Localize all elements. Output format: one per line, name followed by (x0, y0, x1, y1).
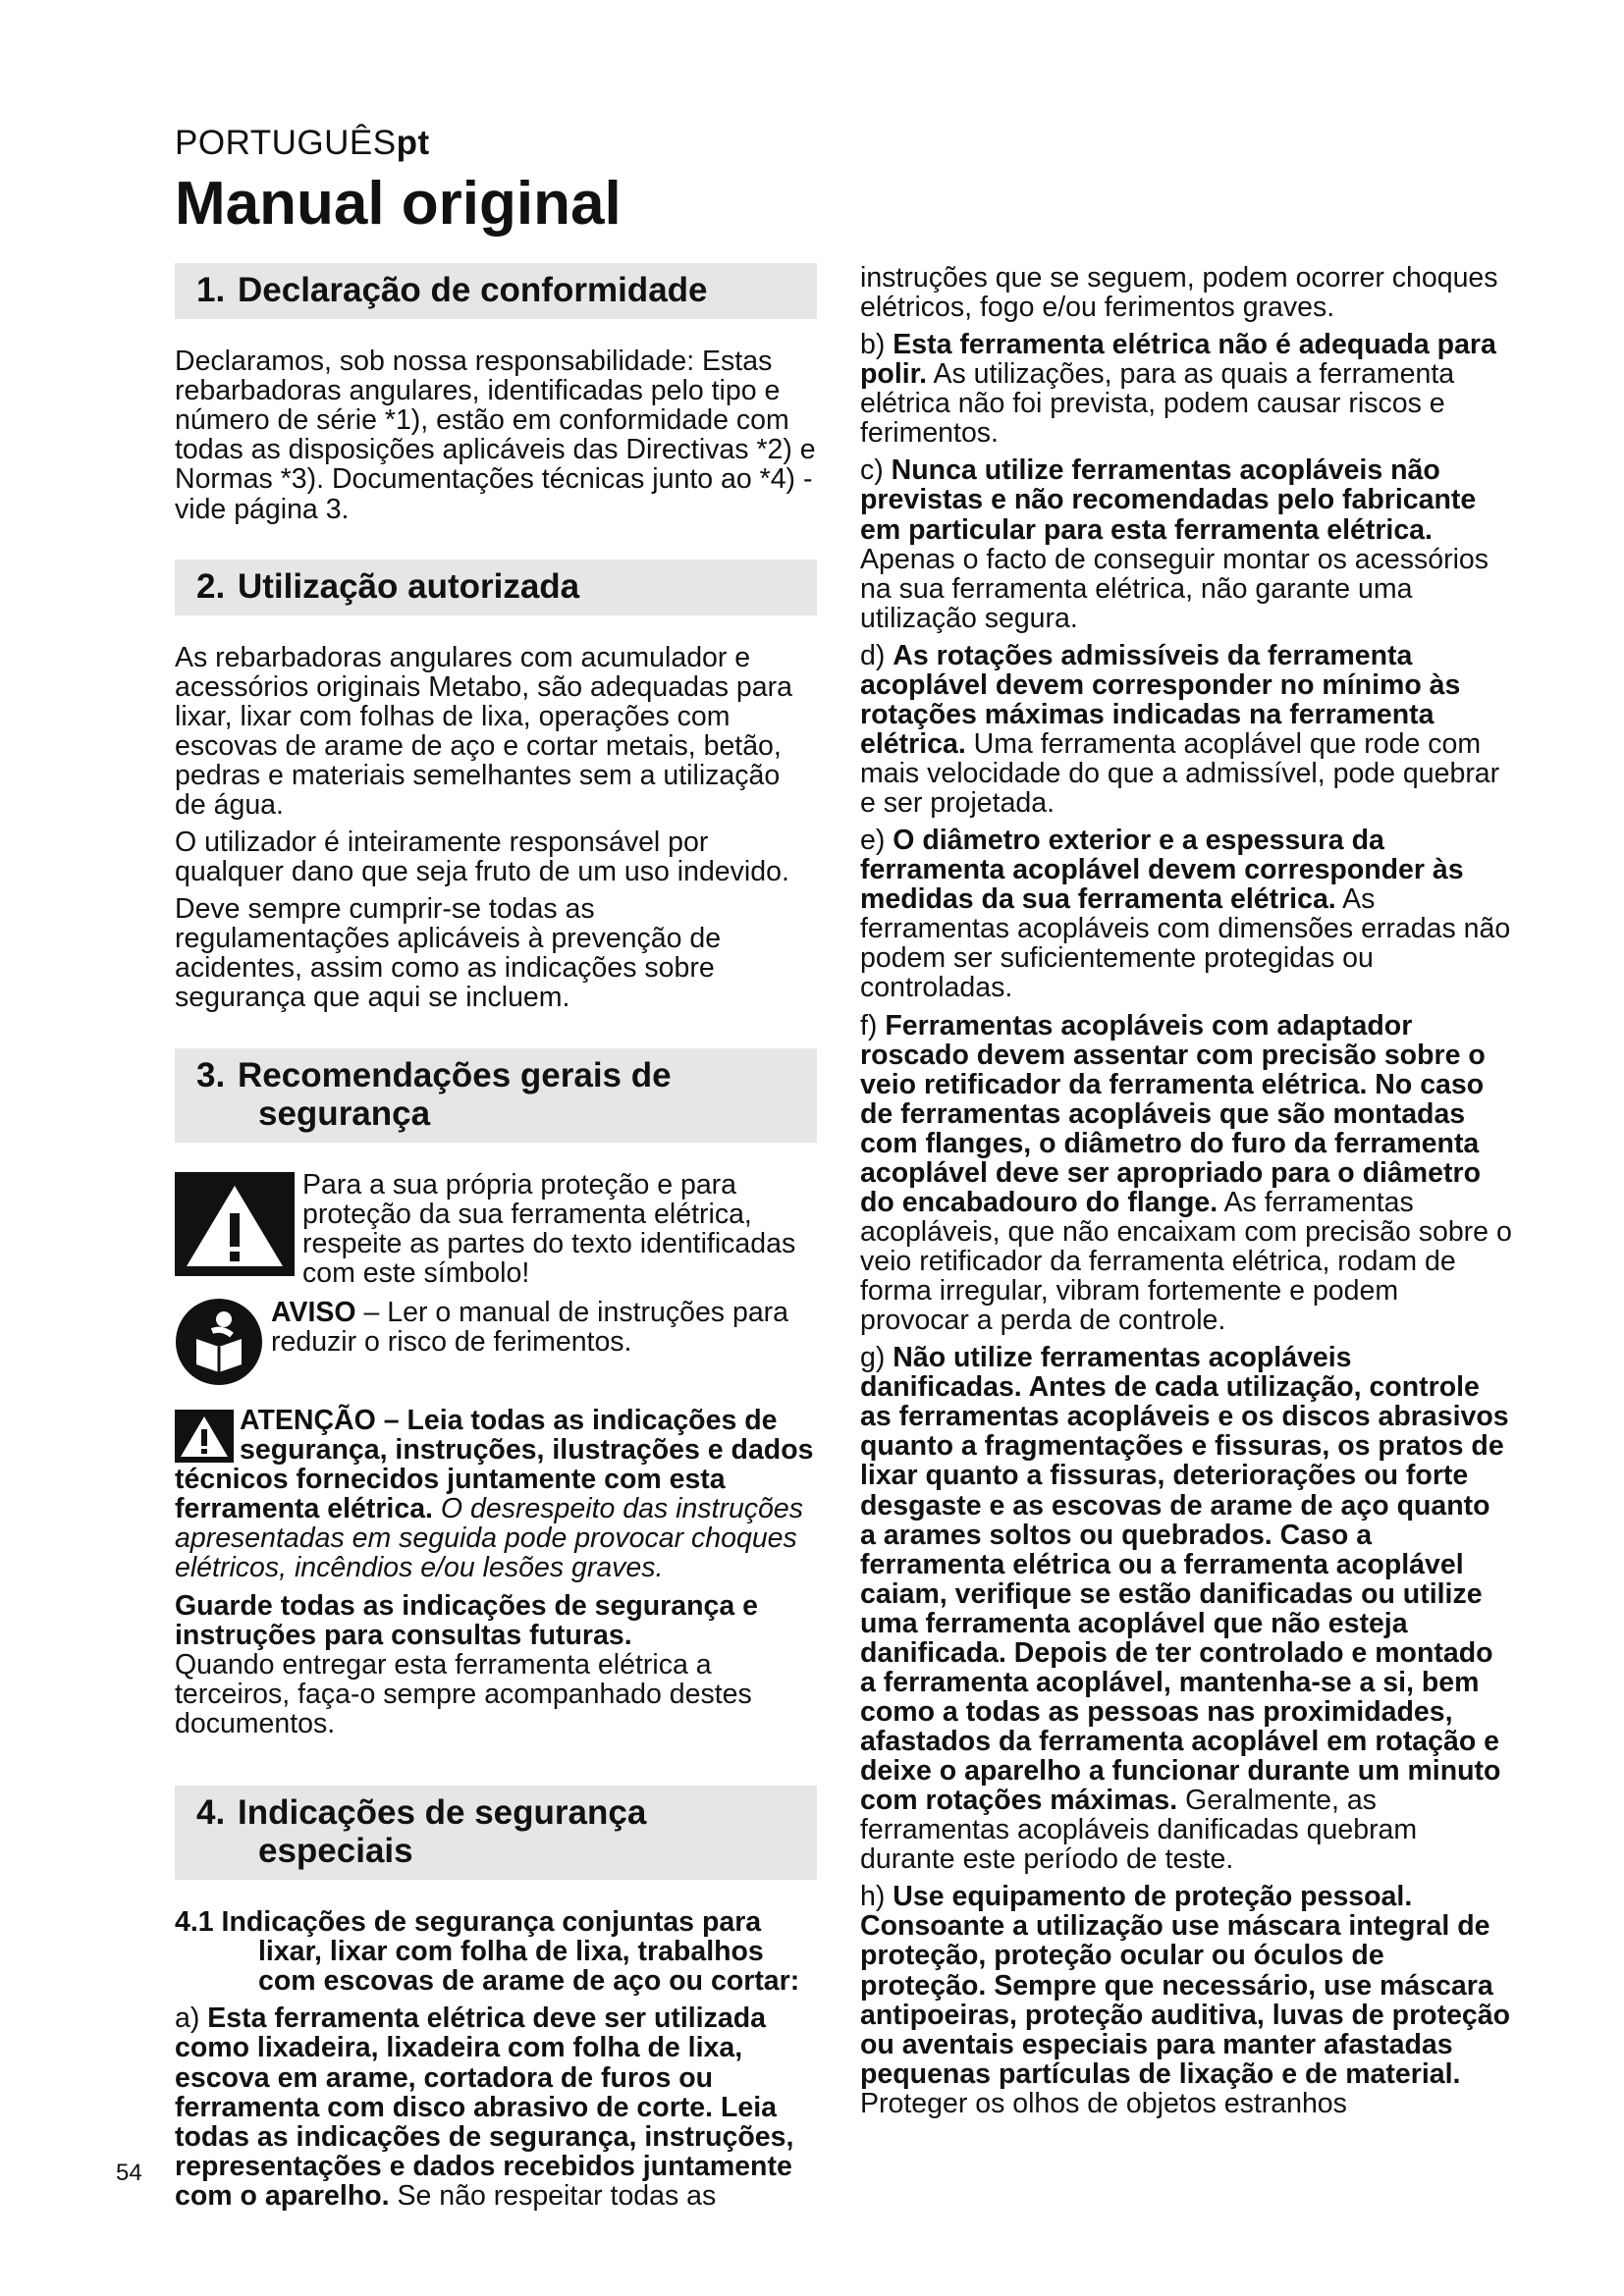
section-3-heading (175, 1048, 817, 1143)
section-1-heading (175, 263, 817, 319)
section-number: 3. (196, 1055, 226, 1095)
continued-text: instruções que se seguem, podem ocorrer choques elétricos, fogo e/ou ferimentos graves. (860, 262, 1498, 324)
item-label: g) (860, 1342, 893, 1374)
left-column (175, 263, 817, 2218)
item-bold: Nunca utilize ferramentas acopláveis não previstas e não recomendadas pelo fabricante em particular para esta ferramenta elétrica. (860, 454, 1477, 546)
item-f (860, 1011, 1512, 1336)
item-h (860, 1882, 1512, 2118)
item-bold: Esta ferramenta elétrica não é adequada para polir. (860, 329, 1496, 391)
item-text: Se não respeitar todas as (389, 2179, 717, 2212)
language-label (175, 124, 430, 163)
item-bold: Ferramentas acopláveis com adaptador roscado devem assentar com precisão sobre o veio retificador da ferramenta elétrica. No caso de ferramentas acopláveis que são montadas com flanges, o diâmetro do furo da ferramenta acoplável deve ser apropriado para o diâmetro do encabadouro do flange. (860, 1009, 1486, 1218)
declaration-paragraph: Declaramos, sob nossa responsabilidade: Estas rebarbadoras angulares, identificadas pelo tipo e número de série *1), estão em conformidade com todas as disposições aplicáveis das Directivas *2) e Normas *3). Documentações técnicas junto ao *4) - vide página 3. (175, 346, 816, 525)
item-bold: Não utilize ferramentas acopláveis danificadas. Antes de cada utilização, controle as ferramentas acopláveis e os discos abrasivos quanto a fragmentações e fissuras, os pratos de lixar quanto a fissuras, deteriorações ou forte desgaste e as escovas de arame de aço quanto a arames soltos ou quebrados. Caso a ferramenta elétrica ou a ferramenta acoplável caiam, verifique se estão danificadas ou utilize uma ferramenta acoplável que não esteja danificada. Depois de ter controlado e montado a ferramenta acoplável, mantenha-se a si, bem como a todas as pessoas nas proximidades, afastados da ferramenta acoplável em rotação e deixe o aparelho a funcionar durante um minuto com rotações máximas. (860, 1342, 1509, 1817)
item-c (860, 455, 1512, 632)
section-title: Declaração de conformidade (238, 271, 708, 309)
item-text: Uma ferramenta acoplável que rode com mais velocidade do que a admissível, pode quebrar e ser projetada. (860, 727, 1500, 820)
item-label: a) (175, 2002, 208, 2035)
item-text: As utilizações, para as quais a ferramenta elétrica não foi prevista, podem causar riscos e ferimentos. (860, 358, 1455, 450)
item-label: e) (860, 825, 893, 857)
read-manual-icon (175, 1298, 263, 1386)
symbol-explanation: Para a sua própria proteção e para proteção da sua ferramenta elétrica, respeite as partes do texto identificadas com este símbolo! (302, 1168, 796, 1290)
atencao-bold: ATENÇÃO – Leia todas as indicações de segurança, instruções, ilustrações e dados técnicos fornecidos juntamente com esta ferramenta elétrica. (175, 1405, 814, 1525)
item-bold: Esta ferramenta elétrica deve ser utilizada como lixadeira, lixadeira com folha de lixa, escova em arame, cortadora de furos ou ferramenta com disco abrasivo de corte. Leia todas as indicações de segurança, instruções, representações e dados recebidos juntamente com o aparelho. (175, 2002, 794, 2212)
section-number: 4. (196, 1792, 226, 1832)
language-code: pt (396, 124, 430, 162)
section-4-heading (175, 1786, 817, 1880)
read-manual-note (175, 1298, 817, 1388)
section-title-line-2: segurança (258, 1094, 431, 1133)
warning-triangle-icon (175, 1172, 295, 1276)
item-b (860, 330, 1512, 448)
warning-symbol-note (175, 1170, 817, 1288)
right-column (860, 263, 1512, 2126)
page-number: 54 (116, 2160, 142, 2186)
item-text: As ferramentas acopláveis com dimensões erradas não podem ser suficientemente protegidas ou controladas. (860, 883, 1511, 1004)
item-text: Proteger os olhos de objetos estranhos (860, 2087, 1347, 2119)
item-label: b) (860, 329, 893, 361)
section-title: Utilização autorizada (238, 566, 580, 606)
page-title: Manual original (175, 170, 622, 238)
atencao-paragraph (175, 1406, 817, 1582)
aviso-text: – Ler o manual de instruções para reduzir o risco de ferimentos. (271, 1297, 789, 1359)
item-bold: Use equipamento de proteção pessoal. Consoante a utilização use máscara integral de proteção, proteção ocular ou óculos de proteção. Sempre que necessário, use máscara antipoeiras, proteção auditiva, luvas de proteção ou aventais especiais para manter afastadas pequenas partículas de lixação e de material. (860, 1881, 1511, 2090)
usage-paragraph-3: Deve sempre cumprir-se todas as regulamentações aplicáveis à prevenção de acidentes, assim como as indicações sobre segurança que aqui se incluem. (175, 893, 722, 1014)
item-text: Apenas o facto de conseguir montar os acessórios na sua ferramenta elétrica, não garante uma utilização segura. (860, 543, 1489, 634)
language-name: PORTUGUÊS (175, 124, 397, 162)
section-number: 2. (196, 566, 226, 606)
item-g (860, 1343, 1512, 1874)
item-label: f) (860, 1009, 886, 1041)
section-number: 1. (196, 271, 226, 309)
aviso-label: AVISO (271, 1297, 356, 1329)
usage-paragraph-2: O utilizador é inteiramente responsável por qualquer dano que seja fruto de um uso indevido. (175, 827, 789, 888)
section-title-line-1: Recomendações gerais de (238, 1055, 672, 1095)
item-label: c) (860, 454, 892, 487)
item-bold: O diâmetro exterior e a espessura da ferramenta acoplável devem corresponder às medidas da sua ferramenta elétrica. (860, 825, 1464, 916)
warning-triangle-small-icon (175, 1410, 234, 1463)
item-text: As ferramentas acopláveis, que não encaixam com precisão sobre o veio retificador da ferramenta elétrica, rodam de forma irregular, vibram fortemente e podem provocar a perda de controle. (860, 1186, 1512, 1337)
item-label: d) (860, 639, 893, 671)
guarde-bold: Guarde todas as indicações de segurança e instruções para consultas futuras. (175, 1589, 758, 1651)
guarde-text: Quando entregar esta ferramenta elétrica a terceiros, faça-o sempre acompanhado destes documentos. (175, 1648, 752, 1739)
section-title-line-1: Indicações de segurança (238, 1792, 647, 1832)
guarde-paragraph (175, 1591, 817, 1738)
item-label: h) (860, 1881, 893, 1913)
section-title-line-2: especiais (258, 1832, 413, 1870)
section-2-heading (175, 560, 817, 615)
item-a (175, 2003, 817, 2210)
item-text: Geralmente, as ferramentas acopláveis danificadas quebram durante este período de teste. (860, 1785, 1418, 1876)
item-d (860, 641, 1512, 818)
subsection-4-1-heading: 4.1 Indicações de segurança conjuntas para lixar, lixar com folha de lixa, trabalhos com escovas de arame de aço ou cortar: (175, 1906, 800, 1998)
usage-paragraph-1: As rebarbadoras angulares com acumulador e acessórios originais Metabo, são adequadas para lixar, lixar com folhas de lixa, operações com escovas de arame de aço e cortar metais, betão, pedras e materiais semelhantes sem a utilização de água. (175, 641, 792, 822)
atencao-italic: O desrespeito das instruções apresentadas em seguida pode provocar choques elétricos, incêndios e/ou lesões graves. (175, 1493, 804, 1584)
item-bold: As rotações admissíveis da ferramenta acoplável devem corresponder no mínimo às rotações máximas indicadas na ferramenta elétrica. (860, 639, 1461, 760)
item-e (860, 826, 1512, 1002)
